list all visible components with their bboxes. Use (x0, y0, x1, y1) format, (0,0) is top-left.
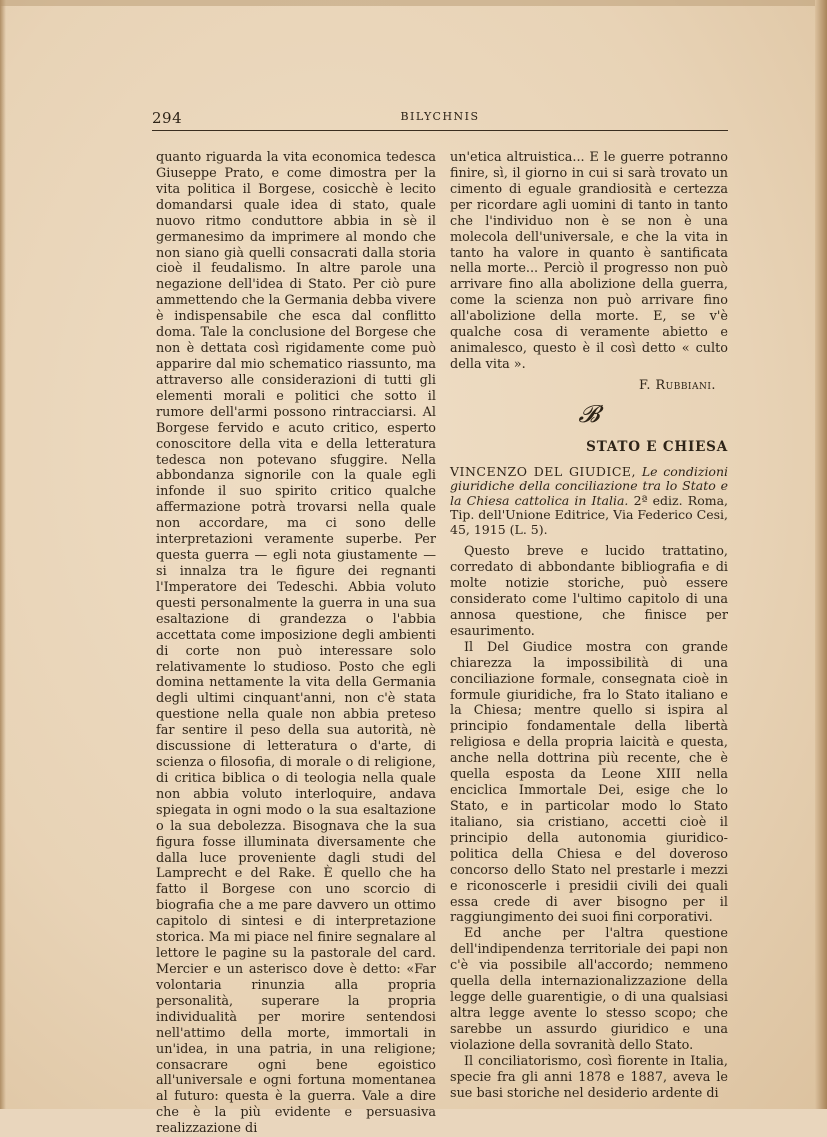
page-top-edge (0, 0, 827, 6)
running-head: BILYCHNIS (400, 110, 480, 123)
body-paragraph: Ed anche per l'altra questione dell'indipendenza territoriale dei papi non c'è via possibile all'accordo; nemmeno quella della internazionalizzazione della legge delle guarentigie, o di una qualsiasi altra legge avente lo stesso scopo; che sarebbe un assurdo giuridico e una violazione della sovranità dello Stato. (450, 926, 728, 1053)
citation-title: Le condizioni giuridiche della conciliazione tra lo Stato e la Chiesa cattolica in Italia. (450, 463, 729, 508)
page-number: 294 (152, 109, 183, 127)
ornament-icon: 𝓑 (578, 399, 600, 428)
left-column (156, 150, 436, 1137)
right-column (450, 150, 728, 1102)
section-title: STATO E CHIESA (586, 438, 728, 455)
page-header (152, 106, 728, 132)
book-citation (450, 465, 728, 538)
page-right-edge (815, 0, 827, 1109)
left-paragraph: quanto riguarda la vita economica tedesca Giuseppe Prato, e come dimostra per la vita politica il Borgese, cosicchè è lecito domandarsi quale idea di stato, quale nuovo ritmo conduttore abbia in sè il germanesimo da imprimere al mondo che non siano già quelli consacrati dalla storia cioè il feudalismo. In altre parole una negazione dell'idea di Stato. Per ciò pure ammettendo che la Germania debba vivere è indispensabile che esca dal conflitto doma. Tale la conclusione del Borgese che non è dettata così rigidamente come può apparire dal mio schematico riassunto, ma attraverso alle considerazioni di tutti gli elementi morali e politici che sotto il rumore dell'armi possono rintracciarsi. Al Borgese fervido e acuto critico, esperto conoscitore della vita e della letteratura tedesca non potevano sfuggire. Nella abbondanza signorile con la quale egli infonde il suo spirito critico qualche affermazione potrà trovarsi nella quale non accordare, ma ci sono delle interpretazioni veramente superbe. Per questa guerra — egli nota giustamente — si innalza tra le figure dei regnanti l'Imperatore dei Tedeschi. Abbia voluto questi personalmente la guerra in una sua esaltazione di grandezza o l'abbia accettata come imposizione degli ambienti di corte non può interessare solo relativamente lo studioso. Posto che egli domina nettamente la vita della Germania degli ultimi cinquant'anni, non c'è stata questione nella quale non abbia preteso far sentire il peso della sua autorità, nè discussione di letteratura o d'arte, di scienza o filosofia, di morale o di religione, di critica biblica o di teologia nella quale non abbia voluto interloquire, andava spiegata in ogni modo o la sua esaltazione o la sua debolezza. Bisognava che la sua figura fosse illuminata diversamente che dalla luce proveniente dagli studi del Lamprecht e del Rake. È quello che ha fatto il Borgese con uno scorcio di biografia che a me pare davvero un ottimo capitolo di sintesi e di interpretazione storica. Ma mi piace nel finire segnalare al lettore le pagine su la pastorale del card. Mercier e un asterisco dove è detto: «Far volontaria rinunzia alla propria personalità, superare la propria individualità per morire sentendosi nell'attimo della morte, immortali in un'idea, in una patria, in una religione; consacrare ogni bene egoistico all'universale e ogni fortuna momentanea al futuro: questa è la guerra. Vale a dire che è la più evidente e persuasiva realizzazione di (156, 150, 436, 1137)
header-rule (152, 130, 728, 131)
citation-author: VINCENZO DEL GIUDICE, (450, 463, 637, 479)
review-continuation: un'etica altruistica... E le guerre potranno finire, sì, il giorno in cui si sarà trovato un cimento di eguale grandiosità e certezza per ricordare agli uomini di tanto in tanto che l'individuo non è se non è una molecola dell'universale, e che la vita in tanto ha valore in quanto è santificata nella morte... Perciò il progresso non può arrivare fino alla abolizione della guerra, come la scienza non può arrivare fino all'abolizione della morte. E, se v'è qualche cosa di veramente abietto e animalesco, questo è il così detto « culto della vita ». (450, 150, 728, 372)
page-left-edge (0, 0, 6, 1109)
body-paragraph: Il Del Giudice mostra con grande chiarezza la impossibilità di una conciliazione formale, consegnata cioè in formule giuridiche, fra lo Stato italiano e la Chiesa; mentre quello si ispira al principio fondamentale della libertà religiosa e della propria laicità e questa, anche nella dottrina più recente, che è quella esposta da Leone XIII nella enciclica Immortale Dei, esige che lo Stato, e in particolar modo lo Stato italiano, sia cristiano, accetti cioè il principio della autonomia giuridico-politica della Chiesa e del doveroso concorso dello Stato nel prestarle i mezzi e riconoscerle i presidii civili dei quali essa crede di aver bisogno per il raggiungimento dei suoi fini corporativi. (450, 639, 728, 926)
body-paragraph: Questo breve e lucido trattatino, corredato di abbondante bibliografia e di molte notizie storiche, può essere considerato come l'ultimo capitolo di una annosa questione, che finisce per esaurimento. (450, 544, 728, 639)
review-signature: F. Rubbiani. (638, 377, 716, 393)
body-paragraph: Il conciliatorismo, così fiorente in Italia, specie fra gli anni 1878 e 1887, aveva le sue basi storiche nel desiderio ardente di (450, 1053, 728, 1101)
citation-edition: 2ª ediz. Roma, Tip. dell'Unione Editrice, Via Federico Cesi, 45, 1915 (L. 5). (450, 492, 728, 537)
